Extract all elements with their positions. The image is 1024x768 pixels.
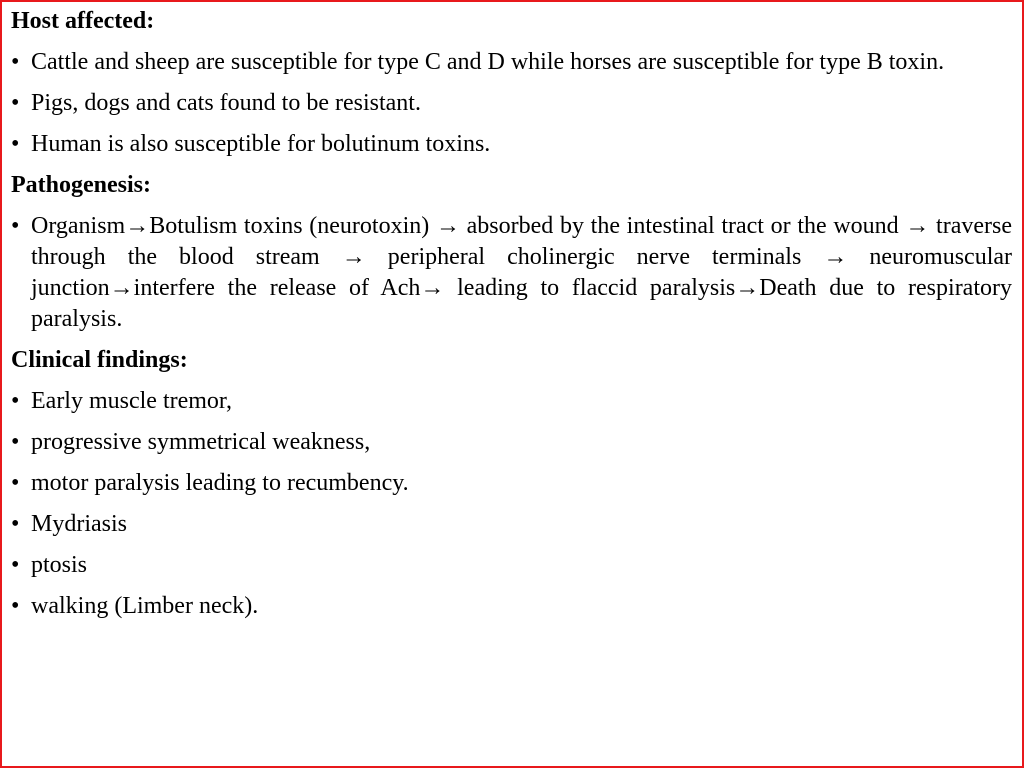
bullet-text: Pigs, dogs and cats found to be resistant.: [31, 90, 421, 116]
bullet-dot: •: [11, 552, 20, 578]
bullet-text: Organism→Botulism toxins (neurotoxin) → absorbed by the intestinal tract or the wound → traverse through the blood stream → peripheral cholinergic nerve terminals → neuromuscular junction→interfere the release of Ach→ leading to flaccid paralysis→Death due to respiratory paralysis.: [31, 213, 1012, 332]
bullet-text: Cattle and sheep are susceptible for type C and D while horses are susceptible for type B toxin.: [31, 49, 945, 75]
bullet-dot: •: [11, 213, 20, 239]
bullet-host-2: [11, 88, 1012, 119]
bullet-dot: •: [11, 470, 20, 496]
bullet-dot: •: [11, 131, 20, 157]
bullet-dot: •: [11, 90, 20, 116]
bullet-host-1: [11, 47, 1012, 78]
heading-clinical-findings: Clinical findings:: [11, 347, 188, 373]
heading-host-affected: Host affected:: [11, 8, 155, 34]
bullet-clinical-2: [11, 427, 1012, 458]
bullet-text: motor paralysis leading to recumbency.: [31, 470, 409, 496]
bullet-clinical-5: [11, 550, 1012, 581]
bullet-clinical-1: [11, 386, 1012, 417]
bullet-host-3: [11, 129, 1012, 160]
bullet-text: Early muscle tremor,: [31, 388, 232, 414]
bullet-text: Human is also susceptible for bolutinum toxins.: [31, 131, 491, 157]
bullet-pathogenesis-1: [11, 211, 1012, 335]
bullet-text: walking (Limber neck).: [31, 593, 259, 619]
bullet-dot: •: [11, 511, 20, 537]
bullet-text: progressive symmetrical weakness,: [31, 429, 371, 455]
bullet-clinical-6: [11, 591, 1012, 622]
bullet-clinical-3: [11, 468, 1012, 499]
bullet-dot: •: [11, 593, 20, 619]
bullet-dot: •: [11, 49, 20, 75]
bullet-text: Mydriasis: [31, 511, 127, 537]
bullet-clinical-4: [11, 509, 1012, 540]
heading-pathogenesis: Pathogenesis:: [11, 172, 151, 198]
bullet-text: ptosis: [31, 552, 88, 578]
bullet-dot: •: [11, 429, 20, 455]
bullet-dot: •: [11, 388, 20, 414]
